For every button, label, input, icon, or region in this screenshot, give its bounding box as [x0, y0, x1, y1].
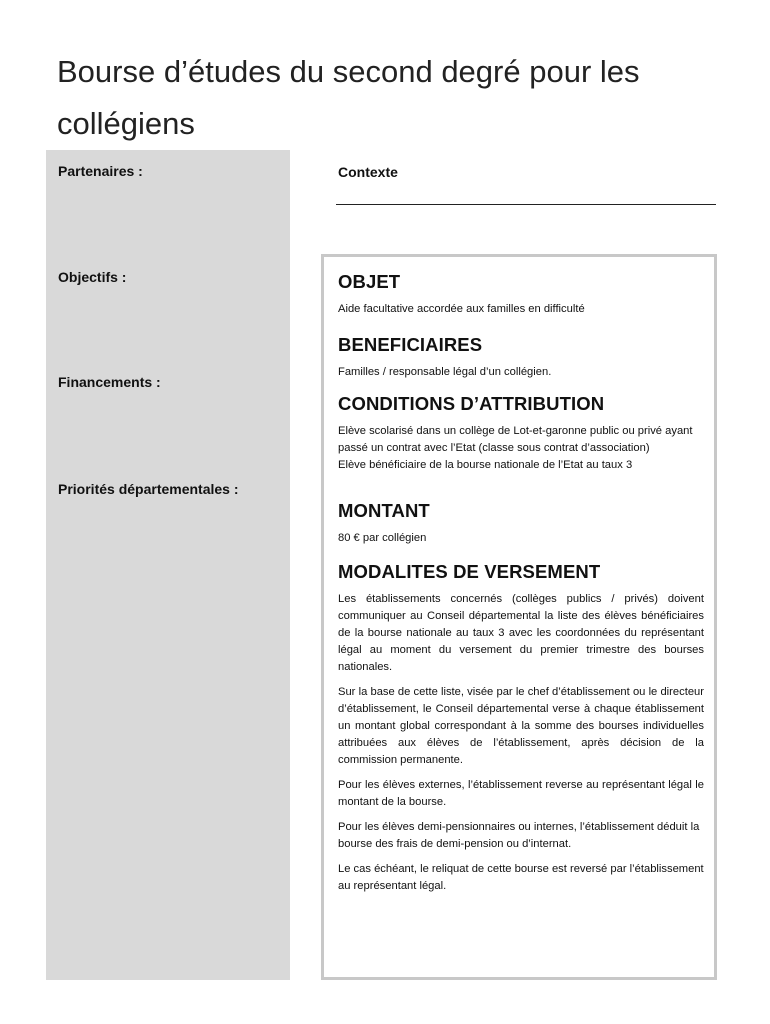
partenaires-label: Partenaires : [58, 163, 143, 179]
modalites-paragraph: Pour les élèves externes, l’établissement reverse au représentant légal le montant de la bourse. [338, 779, 704, 808]
modalites-paragraph: Pour les élèves demi-pensionnaires ou internes, l’établissement déduit la bourse des frais de demi-pension ou d’internat. [338, 821, 700, 850]
financements-label: Financements : [58, 374, 161, 390]
contexte-underline [336, 204, 716, 205]
conditions-text-1: Elève scolarisé dans un collège de Lot-et-garonne public ou privé ayant passé un contrat avec l’Etat (classe sous contrat d’association) [338, 425, 693, 454]
objectifs-label: Objectifs : [58, 269, 127, 285]
modalites-paragraph: Sur la base de cette liste, visée par le chef d’établissement ou le directeur d’établissement, le Conseil départemental verse à chaque établissement un montant global correspondant à la somme des bourses individuelles attribuées aux élèves de l’établissement, après décision de la commission permanente. [338, 686, 704, 766]
priorites-label: Priorités départementales : [58, 481, 239, 497]
modalites-paragraph: Le cas échéant, le reliquat de cette bourse est reversé par l’établissement au représentant légal. [338, 863, 704, 892]
modalites-paragraph: Les établissements concernés (collèges publics / privés) doivent communiquer au Conseil départemental la liste des élèves bénéficiaires de la bourse nationale au taux 3 avec les coordonnées du représentant légal au moment du versement du premier trimestre des bourses nationales. [338, 593, 704, 673]
conditions-heading: CONDITIONS D’ATTRIBUTION [338, 393, 605, 414]
montant-heading: MONTANT [338, 500, 430, 521]
beneficiaires-text: Familles / responsable légal d’un collégien. [338, 366, 552, 378]
montant-text: 80 € par collégien [338, 532, 427, 544]
objet-heading: OBJET [338, 271, 401, 292]
conditions-text-2: Elève bénéficiaire de la bourse nationale de l’Etat au taux 3 [338, 459, 633, 471]
contexte-label: Contexte [338, 164, 398, 180]
beneficiaires-heading: BENEFICIAIRES [338, 334, 483, 355]
sidebar-panel [46, 150, 290, 980]
info-box [321, 254, 717, 980]
modalites-heading: MODALITES DE VERSEMENT [338, 561, 601, 582]
objet-text: Aide facultative accordée aux familles en difficulté [338, 303, 585, 315]
page-title: Bourse d’études du second degré pour les collégiens [57, 54, 640, 141]
